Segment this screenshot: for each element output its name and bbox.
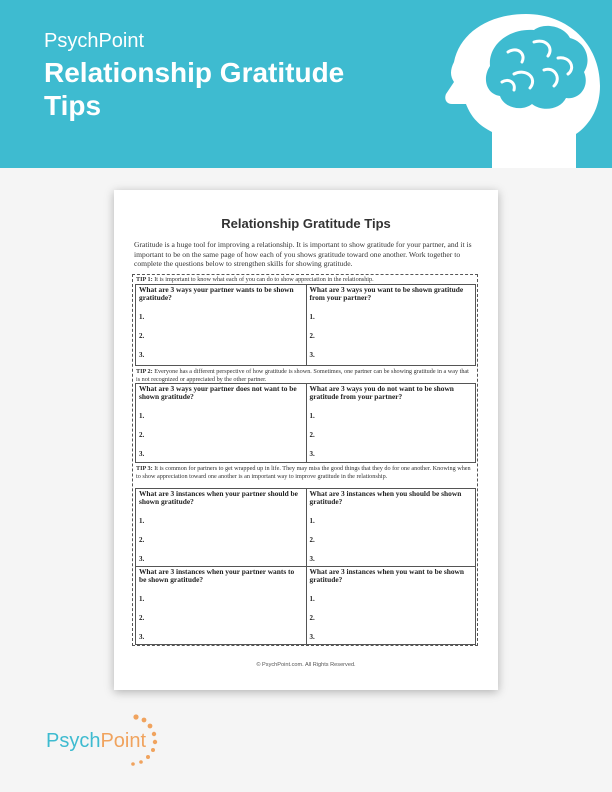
answer-number: 3.: [309, 450, 315, 458]
answer-number: 2.: [139, 614, 145, 622]
question-text: What are 3 instances when your partner wants to be shown gratitude?: [139, 567, 295, 585]
answer-number: 3.: [309, 633, 315, 641]
question-row-1: [135, 284, 476, 366]
worksheet-intro: Gratitude is a huge tool for improving a relationship. It is important to show gratitude for your partner, and it is important to be on the same page of how each of you shows gratitude toward one another. Work together to complete the questions below to strengthen skills for showing gratitude.: [134, 240, 472, 269]
question-cell: [136, 384, 306, 462]
page-title: Relationship Gratitude Tips: [44, 57, 345, 121]
answer-number: 3.: [139, 450, 145, 458]
brain-head-icon: [430, 8, 612, 168]
answer-number: 1.: [309, 517, 315, 525]
worksheet-preview: [114, 190, 498, 690]
question-row-3: [135, 488, 476, 567]
question-text: What are 3 ways you want to be shown gratitude from your partner?: [309, 285, 464, 303]
tip-2-text: Everyone has a different perspective of how gratitude is shown. Sometimes, one partner can be showing gratitude in a way that is not recognized or appreciated by the other partner.: [136, 368, 469, 383]
tip-2-label: TIP 2:: [136, 368, 153, 375]
question-text: What are 3 ways you do not want to be shown gratitude from your partner?: [309, 384, 454, 402]
answer-number: 2.: [139, 332, 145, 340]
answer-number: 2.: [309, 536, 315, 544]
tips-section: [132, 274, 478, 646]
question-cell: [136, 285, 306, 365]
logo-text-point: Point: [100, 730, 147, 752]
answer-number: 2.: [309, 614, 315, 622]
answer-number: 2.: [309, 431, 315, 439]
tip-1-label: TIP 1:: [136, 276, 153, 283]
answer-number: 1.: [139, 313, 145, 321]
question-cell: [136, 489, 306, 566]
question-text: What are 3 instances when your partner should be shown gratitude?: [139, 489, 298, 507]
header-banner: [0, 0, 612, 168]
tip-1: [136, 276, 474, 284]
answer-number: 1.: [139, 595, 145, 603]
question-text: What are 3 instances when you should be shown gratitude?: [309, 489, 462, 507]
answer-number: 3.: [309, 351, 315, 359]
question-cell: [306, 567, 476, 644]
answer-number: 1.: [309, 595, 315, 603]
answer-number: 3.: [139, 633, 145, 641]
brand-name: PsychPoint: [44, 30, 145, 52]
question-cell: [306, 384, 476, 462]
answer-number: 3.: [309, 555, 315, 563]
answer-number: 1.: [139, 517, 145, 525]
worksheet-title: Relationship Gratitude Tips: [221, 216, 391, 231]
answer-number: 1.: [139, 412, 145, 420]
answer-number: 2.: [139, 536, 145, 544]
question-text: What are 3 ways your partner does not want to be shown gratitude?: [139, 384, 297, 402]
question-text: What are 3 instances when you want to be shown gratitude?: [309, 567, 464, 585]
question-row-2: [135, 383, 476, 463]
answer-number: 3.: [139, 351, 145, 359]
tip-3-text: It is common for partners to get wrapped up in life. They may miss the good things that they do for one another. Knowing when to show appreciation toward one another is an important way to improve gratitude in the relationship.: [136, 465, 471, 480]
question-row-4: [135, 566, 476, 645]
question-cell: [306, 285, 476, 365]
tip-2: [136, 368, 474, 383]
answer-number: 1.: [309, 313, 315, 321]
answer-number: 2.: [309, 332, 315, 340]
answer-number: 2.: [139, 431, 145, 439]
tip-1-text: It is important to know what each of you can do to show appreciation in the relationship.: [154, 276, 374, 283]
question-cell: [136, 567, 306, 644]
tip-3-label: TIP 3:: [136, 465, 153, 472]
logo-dots-icon: [126, 712, 160, 768]
copyright-footer: © PsychPoint.com. All Rights Reserved.: [256, 662, 356, 668]
question-cell: [306, 489, 476, 566]
question-text: What are 3 ways your partner wants to be shown gratitude?: [139, 285, 294, 303]
tip-3: [136, 465, 474, 480]
logo-text-psych: Psych: [46, 730, 101, 752]
answer-number: 3.: [139, 555, 145, 563]
answer-number: 1.: [309, 412, 315, 420]
